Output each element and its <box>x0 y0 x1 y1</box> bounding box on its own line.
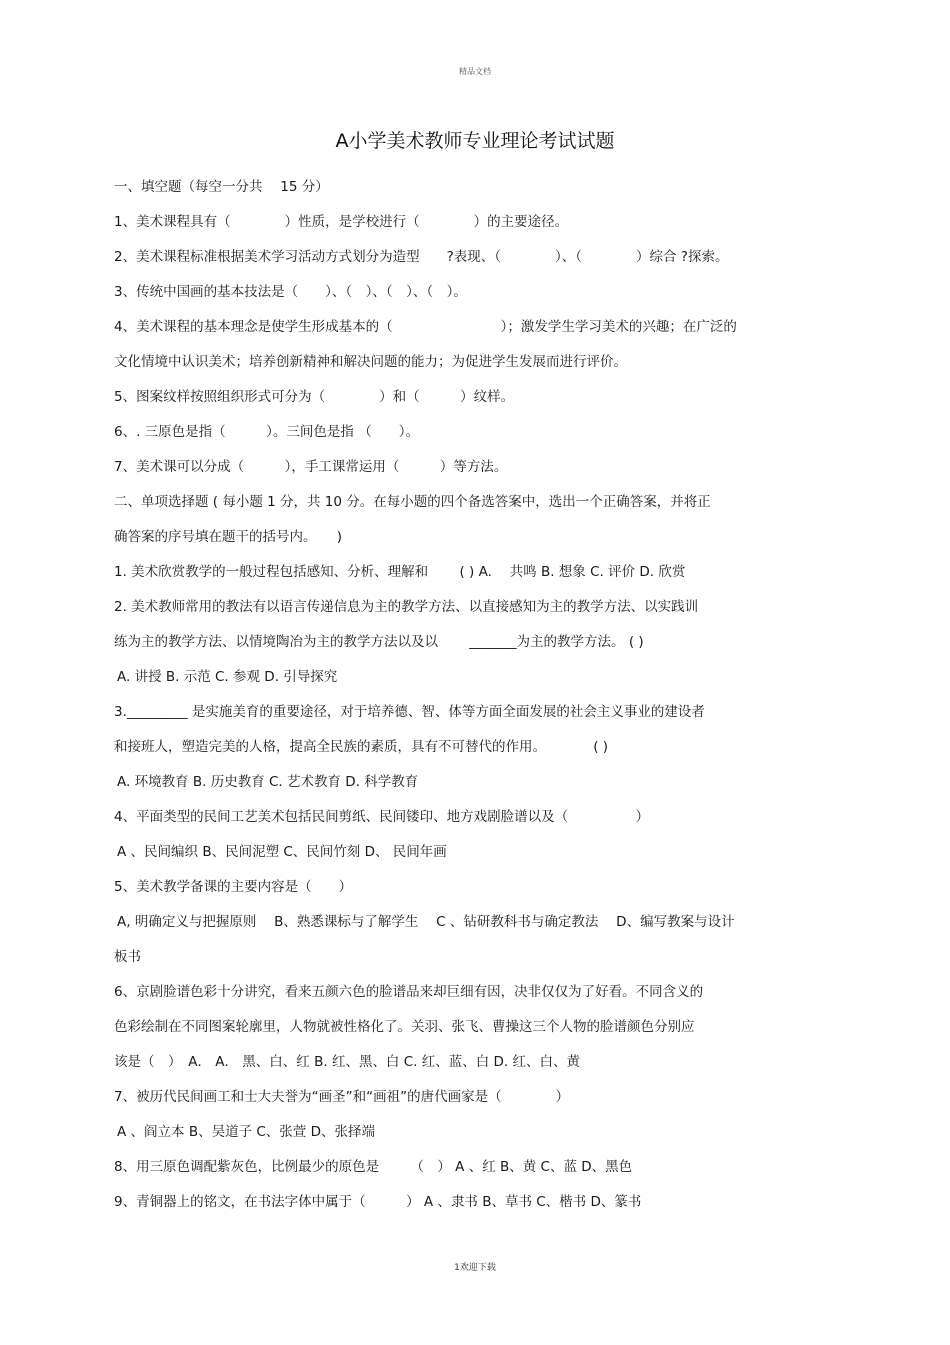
question-line: 3、传统中国画的基本技法是（ ）、（ ）、（ ）、（ ）。 <box>114 284 467 300</box>
page-header: 精品文档 <box>459 67 491 76</box>
question-line: 4、平面类型的民间工艺美术包括民间剪纸、民间镂印、地方戏剧脸谱以及（ ） <box>114 809 650 825</box>
question-line: 9、青铜器上的铭文，在书法字体中属于（ ） A 、隶书 B、草书 C、楷书 D、篆书 <box>114 1194 642 1210</box>
question-line: 2. 美术教师常用的教法有以语言传递信息为主的教学方法、以直接感知为主的教学方法、以实践训 <box>114 599 699 615</box>
options-line: A. 环境教育 B. 历史教育 C. 艺术教育 D. 科学教育 <box>117 774 419 790</box>
question-line: 8、用三原色调配紫灰色，比例最少的原色是 （ ） A 、红 B、黄 C、蓝 D、黑色 <box>114 1159 633 1175</box>
question-line: 7、美术课可以分成（ ），手工课常运用（ ）等方法。 <box>114 459 508 475</box>
question-line: 6、. 三原色是指（ ）。三间色是指 （ ）。 <box>114 424 419 440</box>
options-line: A. 讲授 B. 示范 C. 参观 D. 引导探究 <box>117 669 338 685</box>
question-line: 6、京剧脸谱色彩十分讲究，看来五颜六色的脸谱品来却巨细有因，决非仅仅为了好看。不同含义的 <box>114 984 704 1000</box>
page-footer: 1欢迎下载 <box>454 1263 496 1273</box>
question-line: 7、被历代民间画工和士大夫誉为“画圣”和“画祖”的唐代画家是（ ） <box>114 1089 570 1105</box>
options-line: 板书 <box>114 949 141 965</box>
section-2-heading: 确答案的序号填在题干的括号内。 ) <box>114 529 343 545</box>
options-line: A, 明确定义与把握原则 B、熟悉课标与了解学生 C 、钻研教科书与确定教法 D、编写教案与设计 <box>117 914 735 930</box>
question-line: 5、美术教学备课的主要内容是（ ） <box>114 879 353 895</box>
question-line: 练为主的教学方法、以情境陶冶为主的教学方法以及以 _______为主的教学方法。 ( ) <box>114 634 644 650</box>
question-line: 2、美术课程标准根据美术学习活动方式划分为造型 ?表现、（ ）、（ ）综合 ?探索。 <box>114 249 729 265</box>
question-line: 和接班人，塑造完美的人格，提高全民族的素质，具有不可替代的作用。 ( ) <box>114 739 609 755</box>
options-line: A 、民间编织 B、民间泥塑 C、民间竹刻 D、 民间年画 <box>117 844 447 860</box>
question-line: 该是（ ） A． A． 黑、白、红 B. 红、黑、白 C. 红、蓝、白 D. 红、白、黄 <box>114 1054 581 1070</box>
options-line: A 、阎立本 B、吴道子 C、张萱 D、张择端 <box>117 1124 375 1140</box>
question-line: 1、美术课程具有（ ）性质，是学校进行（ ）的主要途径。 <box>114 214 569 230</box>
section-1-heading: 一、填空题（每空一分共 15 分） <box>114 179 329 195</box>
question-line: 色彩绘制在不同图案轮廓里，人物就被性格化了。关羽、张飞、曹操这三个人物的脸谱颜色分别应 <box>114 1019 695 1035</box>
question-line: 文化情境中认识美术；培养创新精神和解决问题的能力；为促进学生发展而进行评价。 <box>114 354 627 370</box>
question-line: 5、图案纹样按照组织形式可分为（ ）和（ ）纹样。 <box>114 389 515 405</box>
question-line: 4、美术课程的基本理念是使学生形成基本的（ ）；激发学生学习美术的兴趣；在广泛的 <box>114 319 737 335</box>
page-title: A小学美术教师专业理论考试试题 <box>335 130 615 152</box>
section-2-heading: 二、单项选择题 ( 每小题 1 分，共 10 分。在每小题的四个备选答案中，选出一个正确答案，并将正 <box>114 494 711 510</box>
question-line: 3._________ 是实施美育的重要途径，对于培养德、智、体等方面全面发展的社会主义事业的建设者 <box>114 704 705 720</box>
question-line: 1. 美术欣赏教学的一般过程包括感知、分析、理解和 ( ) A. 共鸣 B. 想象 C. 评价 D. 欣赏 <box>114 564 686 580</box>
